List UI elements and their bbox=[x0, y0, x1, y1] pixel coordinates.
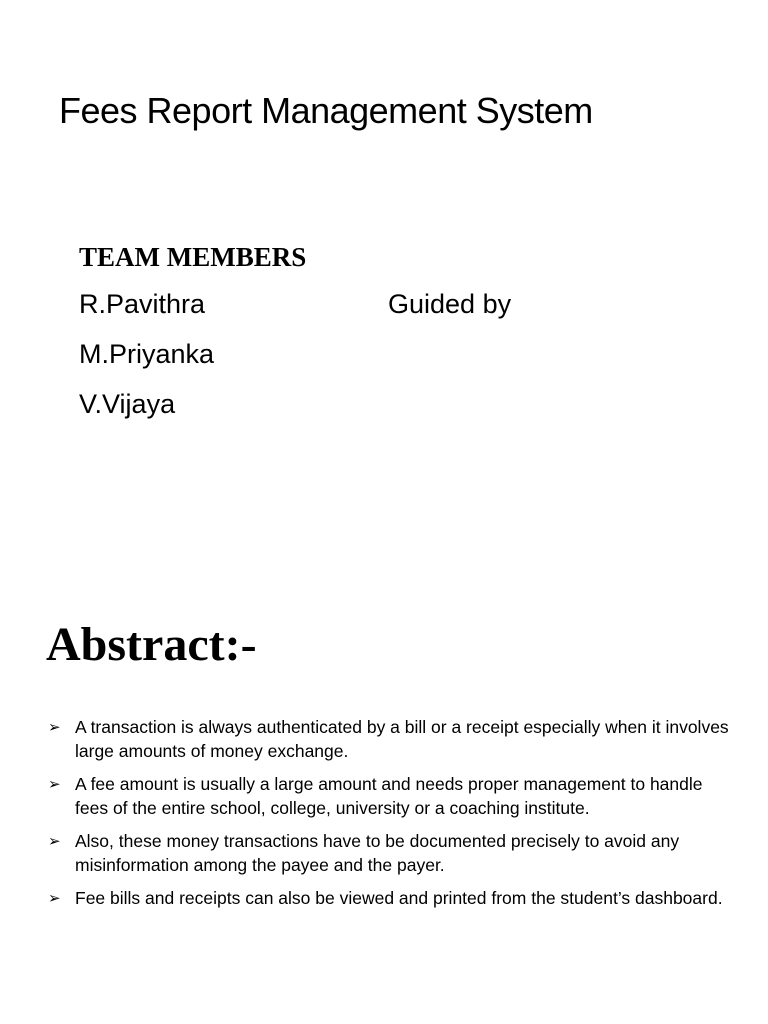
team-member: M.Priyanka bbox=[79, 339, 215, 369]
bullet-text: A fee amount is usually a large amount and needs proper management to handle fees of the entire school, college, university or a coaching institute. bbox=[75, 774, 703, 818]
team-members-heading: TEAM MEMBERS bbox=[79, 242, 307, 272]
bullet-item bbox=[46, 772, 736, 820]
bullet-item bbox=[46, 715, 736, 763]
guided-by-label: Guided by bbox=[388, 289, 512, 319]
presentation-title: Fees Report Management System bbox=[59, 90, 593, 131]
bullet-item bbox=[46, 829, 736, 877]
team-member: R.Pavithra bbox=[79, 289, 206, 319]
bullet-item bbox=[46, 886, 736, 910]
team-member: V.Vijaya bbox=[79, 389, 176, 419]
abstract-slide bbox=[0, 512, 768, 1024]
abstract-bullet-list bbox=[46, 715, 736, 919]
bullet-text: Fee bills and receipts can also be viewed and printed from the student’s dashboard. bbox=[75, 888, 723, 908]
bullet-text: A transaction is always authenticated by a bill or a receipt especially when it involves large amounts of money exchange. bbox=[75, 717, 729, 761]
abstract-heading: Abstract:- bbox=[46, 618, 257, 671]
arrow-bullet-icon: ➢ bbox=[48, 775, 61, 793]
arrow-bullet-icon: ➢ bbox=[48, 718, 61, 736]
arrow-bullet-icon: ➢ bbox=[48, 889, 61, 907]
bullet-text: Also, these money transactions have to be documented precisely to avoid any misinformation among the payee and the payer. bbox=[75, 831, 680, 875]
arrow-bullet-icon: ➢ bbox=[48, 832, 61, 850]
